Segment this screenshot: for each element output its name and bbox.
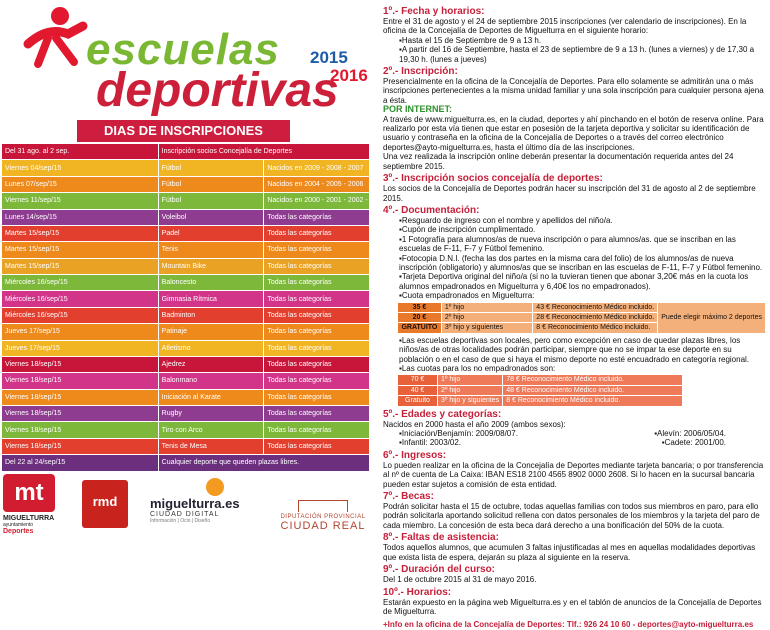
ayuntamiento-name: MIGUELTURRA [3, 515, 55, 522]
schedule-date: Lunes 07/sep/15 [2, 176, 159, 192]
schedule-sport: Padel [158, 225, 264, 241]
schedule-category: Nacidos en 2000 - 2001 - 2002 - 2003 [264, 193, 370, 209]
doc-bullet-8: ▪ Las cuotas para los no empadronados son: [383, 364, 766, 373]
ciudad-digital: CIUDAD DIGITAL [150, 511, 220, 518]
fee-table-residents [397, 302, 766, 334]
escuelas-deportivas-logo [8, 4, 368, 120]
section-1-bullet-2: ▪ A partir del 16 de Septiembre, hasta el 23 de septiembre de 9 a 13 h. (lunes a viernes) y de 17,30 a 19,30 h. (lunes a jueves) [383, 45, 766, 64]
schedule-date: Viernes 18/sep/15 [2, 389, 159, 405]
schedule-row [2, 160, 370, 176]
ayuntamiento-deportes: Deportes [3, 528, 34, 535]
schedule-date: Miércoles 16/sep/15 [2, 275, 159, 291]
schedule-category: Todas las categorías [264, 258, 370, 274]
schedule-row [2, 438, 370, 454]
schedule-category: Todas las categorías [264, 307, 370, 323]
max-sports-note: Puede elegir máximo 2 deportes [658, 302, 766, 333]
section-7-heading: 7º.- Becas: [383, 491, 434, 503]
section-9-text: Del 1 de octubre 2015 al 31 de mayo 2016. [383, 575, 537, 585]
schedule-date: Jueves 17/sep/15 [2, 324, 159, 340]
table-row: GRATUITO 3º hijo y siguientes 8 € Reconocimiento Médico incluido. [398, 323, 766, 333]
doc-bullet-7: ▪ Las escuelas deportivas son locales, pero como excepción en caso de quedar plazas libres, los niños/as de otras localidades podrán participar, siempre que no se impar ta ese deporte en su población o en el caso de que si haya el mismo deporte no esté encuadrado en categoría regional. [383, 336, 766, 364]
fee-table-non-residents [397, 374, 683, 406]
schedule-category: Todas las categorías [264, 242, 370, 258]
runner-icon [8, 4, 98, 74]
doc-bullet-5: ▪ Tarjeta Deportiva original del niño/a (si no la tuvieran tienen que abonar 3,20€ más en la cuota los alumnos empadronados en Miguelturra y 6,40€ los no empadronados). [383, 272, 766, 291]
miguelturra-tagline: Información | Ocio | Diseño [150, 518, 211, 524]
schedule-date: Miércoles 16/sep/15 [2, 307, 159, 323]
logo-word-escuelas: escuelas [86, 25, 280, 74]
schedule-row [2, 275, 370, 291]
schedule-date: Martes 15/sep/15 [2, 225, 159, 241]
schedule-date: Martes 15/sep/15 [2, 242, 159, 258]
age-alevin: ▪ Alevín: 2006/05/04. [654, 429, 726, 438]
diputacion-name: CIUDAD REAL [280, 520, 366, 532]
schedule-category: Todas las categorías [264, 438, 370, 454]
schedule-category: Todas las categorías [264, 225, 370, 241]
schedule-sport: Cualquier deporte que queden plazas libres. [158, 455, 369, 471]
doc-bullet-3: ▪ 1 Fotografía para alumnos/as de nueva inscripción o para alumnos/as. que se inscriban en las escuelas de F-11, F-7 y Fútbol femenino. [383, 235, 766, 254]
schedule-sport: Badminton [158, 307, 264, 323]
table-row: 70 € 1º hijo 78 € Reconocimiento Médico incluido. [398, 375, 683, 385]
schedule-category: Todas las categorías [264, 340, 370, 356]
schedule-row [2, 193, 370, 209]
section-2-heading: 2º.- Inscripción: [383, 66, 458, 78]
schedule-category: Todas las categorías [264, 406, 370, 422]
section-6-text: Lo pueden realizar en la oficina de la Concejalía de Deportes mediante tarjeta bancaria; o por transferencia al nº de cuenta de La Caixa: IBAN ES18 2100 4565 8902 0000 2608. Si lo hacen en la sucursal bancaria pueden estar sujetos a comisión de esta entidad. [383, 460, 764, 489]
ayuntamiento-sub: ayuntamiento [3, 522, 34, 528]
schedule-date: Jueves 17/sep/15 [2, 340, 159, 356]
schedule-row [2, 406, 370, 422]
schedule-row [2, 144, 370, 160]
schedule-sport: Gimnasia Rítmica [158, 291, 264, 307]
section-10-text: Estarán expuesto en la página web Miguelturra.es y en el tablón de anuncios de la Concejalía de Deportes de Miguelturra. [383, 597, 762, 616]
schedule-date: Viernes 04/sep/15 [2, 160, 159, 176]
age-row-1 [383, 429, 766, 438]
rmd-logo: rmd [82, 480, 128, 528]
schedule-row [2, 340, 370, 356]
table-row: 20 € 2º hijo 28 € Reconocimiento Médico incluido. [398, 312, 766, 322]
schedule-sport: Baloncesto [158, 275, 264, 291]
section-8-text: Todos aquellos alumnos, que acumulen 3 faltas injustificadas al mes en aquellas modalidades deportivas que exista lista de espera, dejarán su plaza al siguiente en la reserva. [383, 543, 756, 562]
section-10-heading: 10º.- Horarios: [383, 586, 452, 598]
schedule-category: Nacidos en 2009 - 2008 - 2007 [264, 160, 370, 176]
schedule-date: Viernes 18/sep/15 [2, 406, 159, 422]
schedule-sport: Tenis [158, 242, 264, 258]
section-5-text: Nacidos en 2000 hasta el año 2009 (ambos sexos): [383, 419, 566, 429]
schedule-row [2, 258, 370, 274]
section-3-text: Los socios de la Concejalía de Deportes podrán hacer su inscripción del 31 de agosto al 2 de septiembre 2015. [383, 184, 756, 203]
orange-dot-icon [206, 478, 224, 496]
miguelturra-es-name: miguelturra.es [150, 496, 240, 511]
table-row: 35 € 1º hijo 43 € Reconocimiento Médico incluido. Puede elegir máximo 2 deportes [398, 302, 766, 312]
section-2-online-note: Una vez realizada la inscripción online deberán presentar la documentación requerida antes del 24 septiembre 2015. [383, 152, 734, 171]
schedule-row [2, 225, 370, 241]
schedule-row [2, 389, 370, 405]
schedule-date: Del 22 al 24/sep/15 [2, 455, 159, 471]
schedule-category: Todas las categorías [264, 422, 370, 438]
left-column [0, 0, 386, 626]
section-1-bullet-1: ▪ Hasta el 15 de Septiembre de 9 a 13 h. [383, 36, 766, 45]
schedule-category: Todas las categorías [264, 373, 370, 389]
schedule-category: Todas las categorías [264, 275, 370, 291]
table-row: 40 € 2º hijo 48 € Reconocimiento Médico incluido. [398, 385, 683, 395]
schedule-row [2, 209, 370, 225]
age-row-2 [383, 438, 766, 447]
schedule-date: Viernes 18/sep/15 [2, 356, 159, 372]
miguelturra-es-logo [150, 496, 265, 524]
schedule-row [2, 455, 370, 471]
schedule-date: Del 31 ago. al 2 sep. [2, 144, 159, 160]
schedule-row [2, 422, 370, 438]
schedule-row [2, 242, 370, 258]
schedule-date: Lunes 14/sep/15 [2, 209, 159, 225]
age-cadete: ▪ Cadete: 2001/00. [662, 438, 726, 447]
section-5-heading: 5º.- Edades y categorías: [383, 408, 502, 420]
schedule-date: Viernes 18/sep/15 [2, 438, 159, 454]
section-7-text: Podrán solicitar hasta el 15 de octubre, todas aquellas familias con todos sus miembros en paro, para ello podrán solicitarla aportando solicitud rellena con datos personales de los miembros y la tarjeta del paro de cada miembro. La concesión de esta beca dará derecho a una bonificación del 50% de la cuota. [383, 502, 760, 530]
mt-logo-mark: mt [3, 474, 55, 512]
diputacion-logo [278, 500, 368, 532]
schedule-row [2, 307, 370, 323]
schedule-sport: Ajedrez [158, 356, 264, 372]
section-3-heading: 3º.- Inscripción socios concejalía de deportes: [383, 173, 603, 185]
section-4-heading: 4º.- Documentación: [383, 204, 480, 216]
logo-year-2015: 2015 [310, 48, 348, 67]
schedule-date: Viernes 18/sep/15 [2, 373, 159, 389]
schedule-sport: Tiro con Arco [158, 422, 264, 438]
schedule-sport: Tenis de Mesa [158, 438, 264, 454]
section-2-text: Presencialmente en la oficina de la Concejalía de Deportes. Para ello solamente se admitirán una o más inscripciones pertenecientes a la misma unidad familiar y una sola inscripción para cualquier persona ajena a ésta. [383, 77, 764, 105]
section-8-heading: 8º.- Faltas de asistencia: [383, 532, 499, 544]
schedule-date: Viernes 11/sep/15 [2, 193, 159, 209]
doc-bullet-6: ▪ Cuota empadronados en Miguelturra: [383, 291, 766, 300]
footer-contact: +Info en la oficina de la Concejalía de Deportes: Tlf.: 926 24 10 60 - deportes@ayto-miguelturra.es [383, 620, 754, 630]
schedule-sport: Balonmano [158, 373, 264, 389]
schedule-row [2, 373, 370, 389]
schedule-category: Todas las categorías [264, 324, 370, 340]
schedule-category: Todas las categorías [264, 291, 370, 307]
age-iniciacion: ▪ Iniciación/Benjamín: 2009/08/07. [399, 429, 518, 438]
schedule-sport: Inscripción socios Concejalía de Deportes [158, 144, 369, 160]
schedule-category: Nacidos en 2004 - 2005 - 2006 [264, 176, 370, 192]
section-6-heading: 6º.- Ingresos: [383, 449, 447, 461]
schedule-sport: Atletismo [158, 340, 264, 356]
schedule-sport: Rugby [158, 406, 264, 422]
schedule-category: Todas las categorías [264, 356, 370, 372]
schedule-date: Martes 15/sep/15 [2, 258, 159, 274]
section-1-text: Entre el 31 de agosto y el 24 de septiembre 2015 inscripciones (ver calendario de inscripciones). En la oficina de la Concejalía de Deportes de Miguelturra en el siguiente horario: [383, 17, 747, 36]
table-row: Gratuito 3º hijo y siguientes 8 € Reconocimiento Médico incluido. [398, 396, 683, 406]
schedule-date: Viernes 18/sep/15 [2, 422, 159, 438]
schedule-sport: Mountain Bike [158, 258, 264, 274]
ayuntamiento-logo [3, 474, 63, 535]
right-column [377, 0, 770, 630]
section-2-internet-text: A través de www.miguelturra.es, en la ciudad, deportes y ahí pinchando en el botón de reserva online. Para realizarlo por esta vía tienen que estar en posesión de la tarjeta deportiva y solicitar su identificación de usuario y contraseña en la oficina de la Concejalía de Deportes o a través del correo electrónico deportes@ayto-miguelturra.es, hasta el último día de las inscripciones. [383, 114, 764, 152]
sponsor-logos [0, 470, 373, 550]
logo-year-2016: 2016 [330, 66, 368, 85]
schedule-sport: Fútbol [158, 176, 264, 192]
age-infantil: ▪ Infantil: 2003/02. [399, 438, 461, 447]
schedule-date: Miércoles 16/sep/15 [2, 291, 159, 307]
schedule-category: Todas las categorías [264, 209, 370, 225]
schedule-row [2, 176, 370, 192]
schedule-sport: Patinaje [158, 324, 264, 340]
schedule-row [2, 291, 370, 307]
logo-word-deportivas: deportivas [96, 64, 339, 117]
section-1-heading: 1º.- Fecha y horarios: [383, 6, 485, 17]
section-9-heading: 9º.- Duración del curso: [383, 564, 496, 576]
doc-bullet-1: ▪ Resguardo de ingreso con el nombre y apellidos del niño/a. [383, 216, 766, 225]
diputacion-top: DIPUTACIÓN PROVINCIAL [280, 514, 366, 520]
castle-icon [298, 500, 348, 512]
schedule-row [2, 324, 370, 340]
schedule-category: Todas las categorías [264, 389, 370, 405]
doc-bullet-4: ▪ Fotocopia D.N.I. (fecha las dos partes en la misma cara del folio) de los alumnos/as de nueva inscripción (obligatorio) y alumnos/as que se inscriban en las escuelas de F-11, F-7 y Fútbol femenino. [383, 254, 766, 273]
doc-bullet-2: ▪ Cupón de inscripción cumplimentado. [383, 225, 766, 234]
schedule-sport: Fútbol [158, 160, 264, 176]
schedule-sport: Fútbol [158, 193, 264, 209]
registration-schedule-table [1, 143, 386, 472]
section-2-internet-heading: POR INTERNET: [383, 104, 453, 115]
registration-days-banner: DIAS DE INSCRIPCIONES [77, 120, 290, 142]
schedule-sport: Iniciación al Karate [158, 389, 264, 405]
schedule-sport: Voleibol [158, 209, 264, 225]
schedule-row [2, 356, 370, 372]
